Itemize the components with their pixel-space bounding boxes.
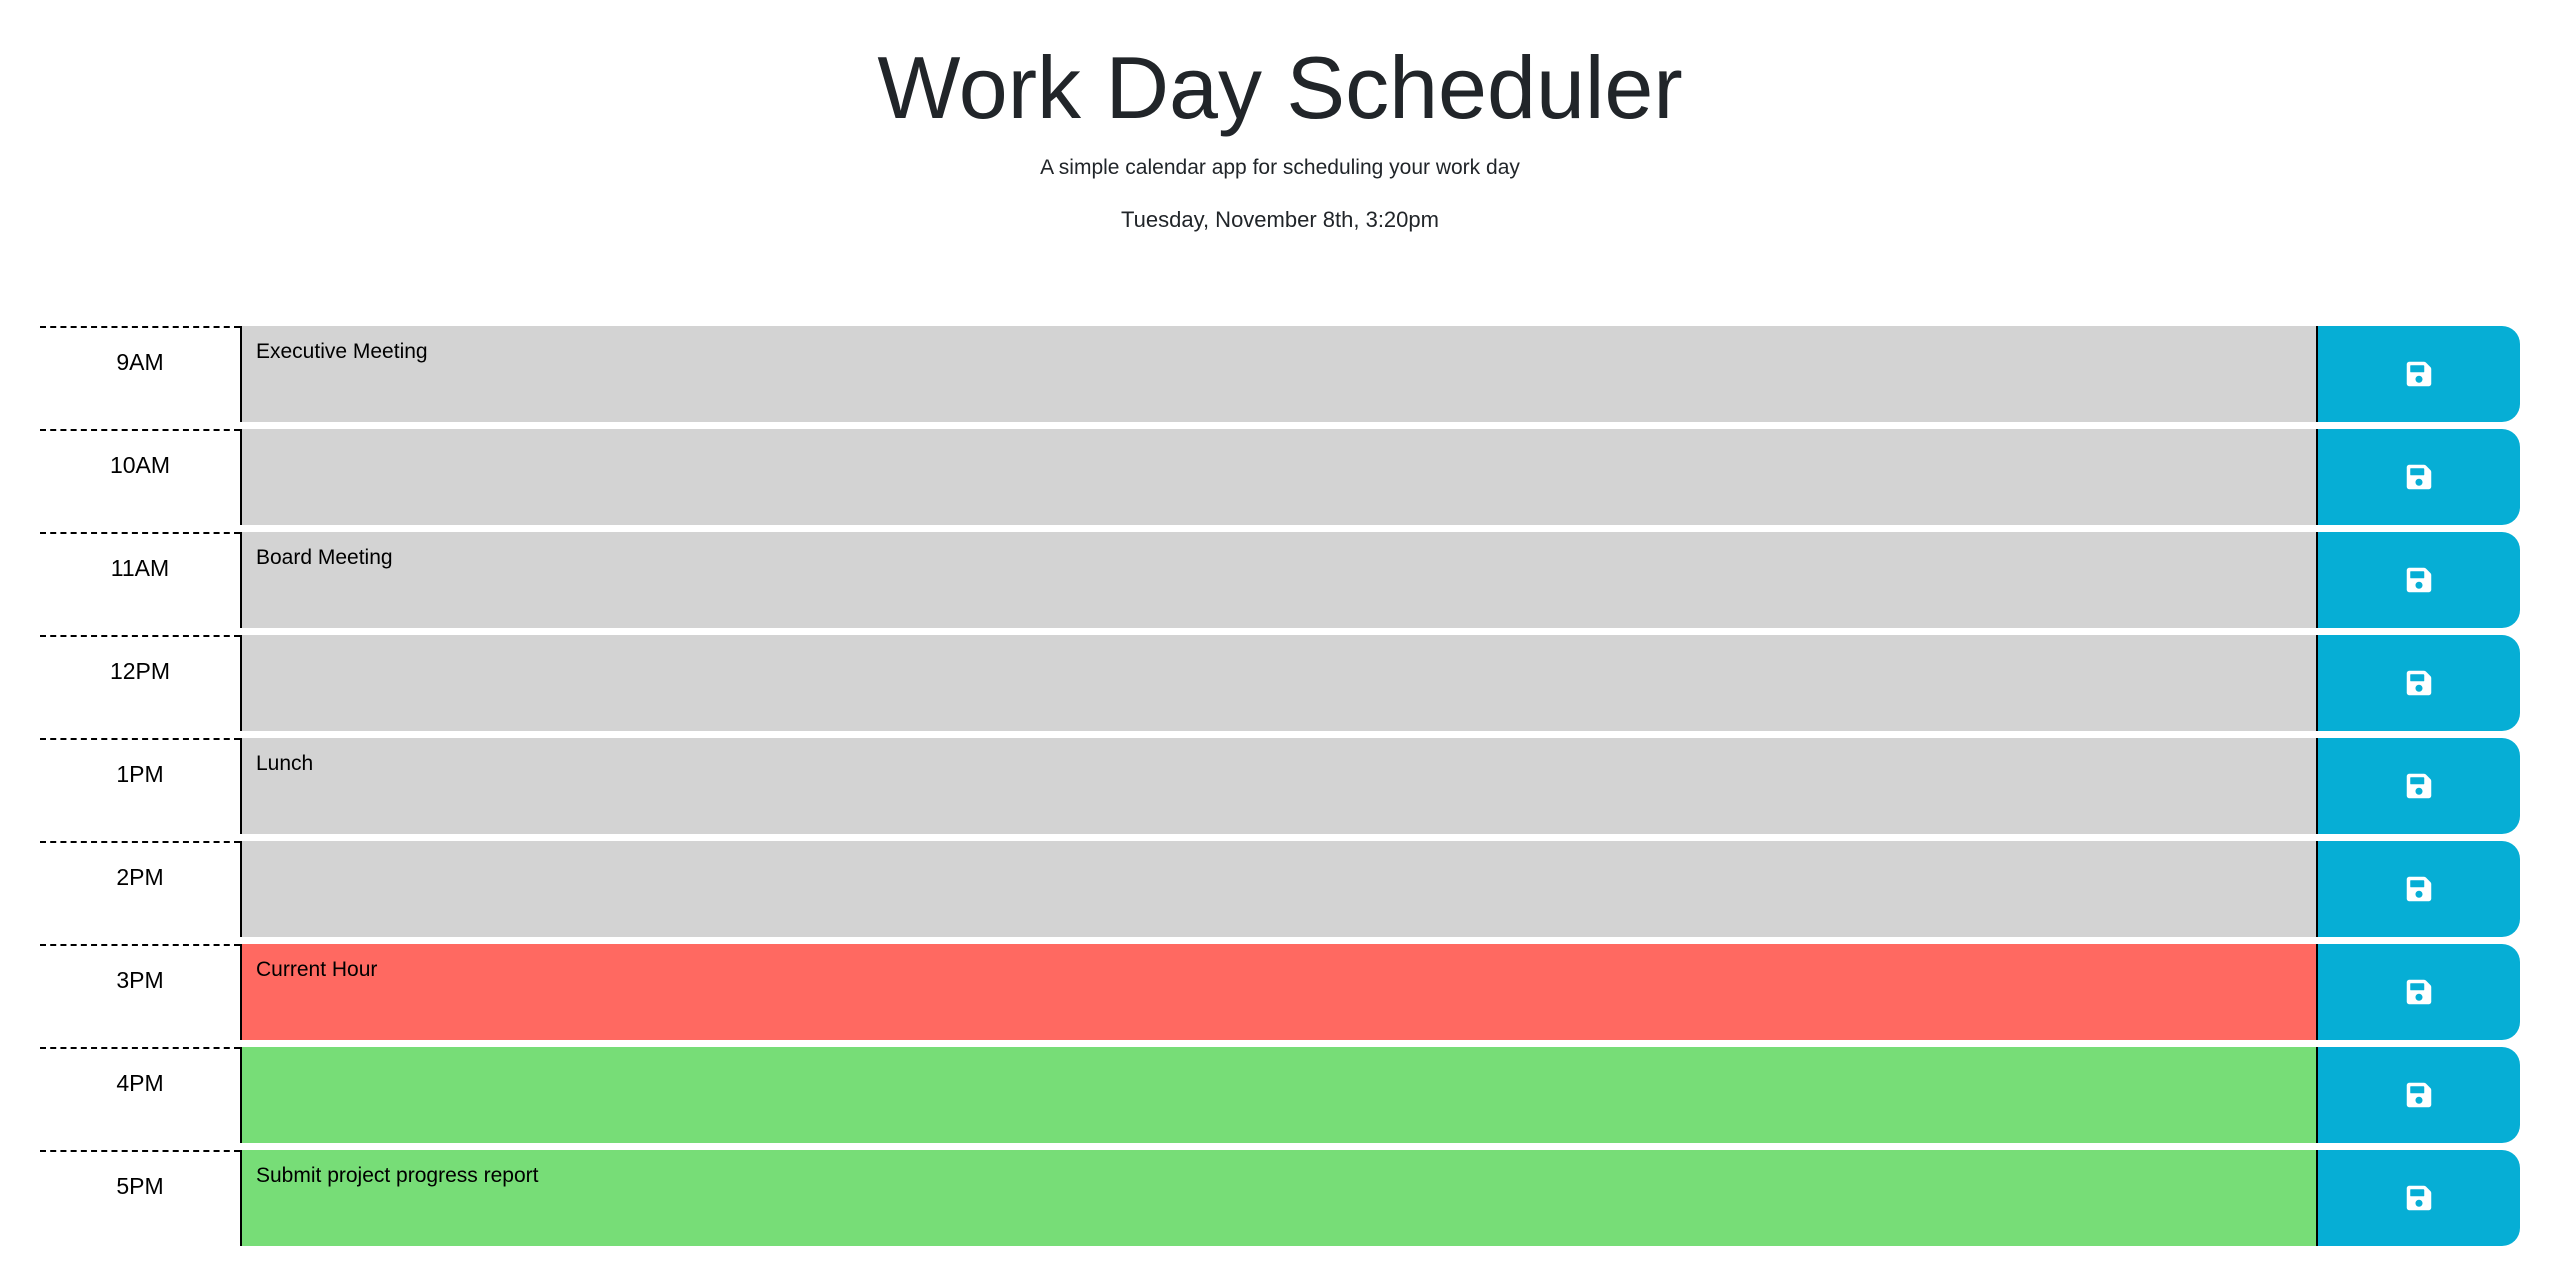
event-textarea-5pm[interactable] [240,1150,2318,1246]
save-button-4pm[interactable] [2318,1047,2520,1143]
event-textarea-1pm[interactable] [240,738,2318,834]
save-icon [2406,360,2432,388]
hour-label: 9AM [40,326,240,422]
time-block-4pm [40,1047,2520,1143]
save-icon [2406,669,2432,697]
time-block-12pm [40,635,2520,731]
save-button-11am[interactable] [2318,532,2520,628]
save-button-10am[interactable] [2318,429,2520,525]
save-icon [2406,463,2432,491]
save-button-2pm[interactable] [2318,841,2520,937]
save-icon [2406,978,2432,1006]
hour-label: 12PM [40,635,240,731]
page-header [0,0,2560,233]
event-textarea-3pm[interactable] [240,944,2318,1040]
save-button-9am[interactable] [2318,326,2520,422]
time-block-3pm [40,944,2520,1040]
save-icon [2406,772,2432,800]
hour-label: 2PM [40,841,240,937]
save-button-12pm[interactable] [2318,635,2520,731]
event-textarea-9am[interactable] [240,326,2318,422]
hour-label: 5PM [40,1150,240,1246]
hour-label: 1PM [40,738,240,834]
time-block-5pm [40,1150,2520,1246]
time-block-11am [40,532,2520,628]
hour-label: 11AM [40,532,240,628]
save-button-3pm[interactable] [2318,944,2520,1040]
time-block-10am [40,429,2520,525]
time-block-9am [40,326,2520,422]
page-subtitle: A simple calendar app for scheduling your work day [1040,156,1520,180]
event-textarea-10am[interactable] [240,429,2318,525]
current-day: Tuesday, November 8th, 3:20pm [1121,207,1439,233]
save-icon [2406,1184,2432,1212]
time-block-1pm [40,738,2520,834]
event-textarea-11am[interactable] [240,532,2318,628]
hour-label: 3PM [40,944,240,1040]
time-block-2pm [40,841,2520,937]
hour-label: 10AM [40,429,240,525]
save-icon [2406,875,2432,903]
schedule [40,326,2520,1246]
event-textarea-4pm[interactable] [240,1047,2318,1143]
save-icon [2406,566,2432,594]
save-button-5pm[interactable] [2318,1150,2520,1246]
event-textarea-2pm[interactable] [240,841,2318,937]
event-textarea-12pm[interactable] [240,635,2318,731]
save-button-1pm[interactable] [2318,738,2520,834]
hour-label: 4PM [40,1047,240,1143]
save-icon [2406,1081,2432,1109]
page-title: Work Day Scheduler [877,38,1683,137]
